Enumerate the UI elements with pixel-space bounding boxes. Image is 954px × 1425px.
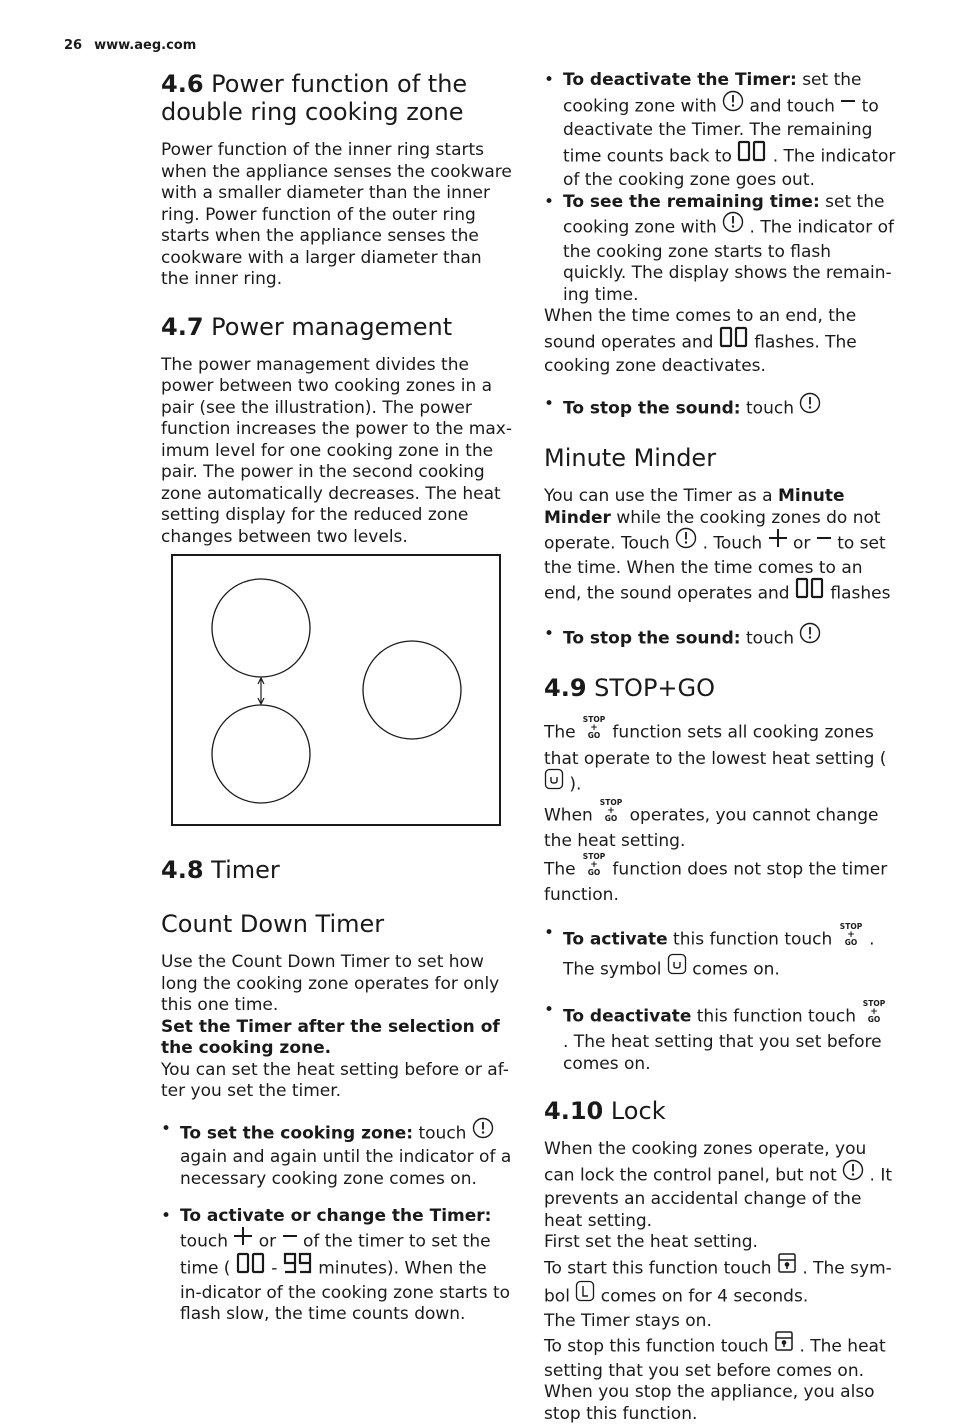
svg-text:GO: GO xyxy=(844,937,857,947)
count-down-note: You can set the heat setting before or af-ter you set the timer. xyxy=(161,1059,509,1101)
page-header xyxy=(64,38,196,53)
stop-go-desc-1: The STOP + GO function sets all cooking zones that operate to the lowest heat setting ( ). xyxy=(544,716,896,799)
svg-text:STOP: STOP xyxy=(582,851,606,861)
stop-go-icon xyxy=(581,851,607,884)
section-4-7-heading: 4.7 Power management xyxy=(161,312,453,341)
cooktop-illustration xyxy=(173,556,499,824)
page-number: 26 xyxy=(64,38,83,53)
timer-icon xyxy=(842,1159,864,1188)
stop-sound-list xyxy=(544,394,896,423)
section-4-6-heading: 4.6 Power function of the double ring cooking zone xyxy=(161,70,468,126)
svg-text:+: + xyxy=(607,805,616,816)
step-stop-sound: • To stop the sound: touch xyxy=(544,394,896,423)
timer-icon xyxy=(722,90,744,119)
cooking-zone-bottom-left xyxy=(212,705,310,803)
website-url: www.aeg.com xyxy=(94,38,197,53)
stop-go-icon xyxy=(581,714,607,747)
minute-minder-stop-list xyxy=(544,624,896,653)
lock-button-icon xyxy=(777,1252,797,1281)
stop-go-desc-3: The STOP + GO function does not stop the timer function. xyxy=(544,851,888,905)
display-99-icon xyxy=(283,1252,313,1281)
minus-icon xyxy=(816,528,832,555)
plus-icon xyxy=(768,528,788,555)
minus-icon xyxy=(840,91,856,118)
plus-icon xyxy=(233,1226,253,1253)
svg-text:STOP: STOP xyxy=(863,998,886,1008)
step-deactivate-timer: • To deactivate the Timer: set the cooking zone with and touch to deactivate the Timer. The remaining time counts back to . The indicator of the cooking zone goes out. xyxy=(544,70,896,192)
lock-desc-6: When you stop the appliance, you also stop this function. xyxy=(544,1382,875,1424)
stop-go-icon xyxy=(598,797,624,830)
stop-go-desc-2: When STOP + GO operates, you cannot change the heat setting. xyxy=(544,797,879,851)
timer-icon xyxy=(799,622,821,651)
display-00-icon xyxy=(236,1252,266,1281)
lock-desc-2: First set the heat setting. xyxy=(544,1232,758,1252)
minute-minder-heading: Minute Minder xyxy=(544,444,717,472)
low-heat-symbol-icon xyxy=(667,953,687,982)
svg-text:+: + xyxy=(870,1006,879,1017)
stop-go-steps xyxy=(544,923,896,1076)
stop-go-icon xyxy=(861,998,887,1031)
timer-steps-list-continued xyxy=(544,70,896,306)
svg-text:+: + xyxy=(846,929,855,940)
svg-text:GO: GO xyxy=(868,1014,881,1024)
stop-go-deactivate: • To deactivate this function touch STOP + GO . The heat setting that you set before comes on. xyxy=(544,1000,896,1076)
svg-text:GO: GO xyxy=(587,867,601,877)
step-see-remaining-time: • To see the remaining time: set the cooking zone with . The indicator of the cooking zone starts to flash quickly. The display shows the remain-ing time. xyxy=(544,192,896,307)
lock-button-icon xyxy=(774,1330,794,1359)
svg-text:STOP: STOP xyxy=(839,921,862,931)
section-4-8-heading: 4.8 Timer xyxy=(161,856,280,884)
svg-text:GO: GO xyxy=(604,813,618,823)
timer-icon xyxy=(472,1117,494,1146)
svg-text:STOP: STOP xyxy=(600,797,623,807)
display-00-icon xyxy=(795,577,825,606)
svg-text:STOP: STOP xyxy=(582,715,606,724)
power-management-diagram xyxy=(171,554,501,826)
step-activate-timer: • To activate or change the Timer: touch or of the timer to set the time ( - minutes). When the in-dicator of the cooking zone starts to flash slow, the time counts down. xyxy=(161,1206,513,1326)
timer-icon xyxy=(799,392,821,421)
timer-steps-list xyxy=(161,1119,513,1326)
lock-desc-5: To stop this function touch . The heat setting that you set before comes on. xyxy=(544,1332,896,1382)
count-down-intro: Use the Count Down Timer to set how long the cooking zone operates for only this one time. xyxy=(161,952,500,1015)
lock-desc-4: The Timer stays on. xyxy=(544,1310,712,1331)
lock-desc-1: When the cooking zones operate, you can lock the control panel, but not . It prevents an accidental change of the heat setting. xyxy=(544,1139,893,1231)
cooking-zone-top-left xyxy=(212,579,310,677)
count-down-bold-instruction: Set the Timer after the selection of the cooking zone. xyxy=(161,1016,500,1058)
cooking-zone-right xyxy=(363,641,461,739)
svg-text:+: + xyxy=(590,723,598,733)
timer-icon xyxy=(675,527,697,556)
section-4-7-body: The power management divides the power between two cooking zones in a pair (see the illustration). The power function increases the power to the max-imum level for one cooking zone in the pair. The power in the second cooking zone automatically decreases. The heat setting display for the reduced zone changes between two levels. xyxy=(161,354,512,547)
svg-text:+: + xyxy=(590,859,598,870)
stop-go-activate: • To activate this function touch STOP + GO . The symbol comes on. xyxy=(544,923,896,984)
display-00-icon xyxy=(719,326,749,355)
left-column xyxy=(161,70,513,1326)
step-set-cooking-zone: • To set the cooking zone: touch again and again until the indicator of a necessary cooking zone comes on. xyxy=(161,1119,513,1191)
power-sharing-arrow xyxy=(258,678,264,704)
section-4-9-heading: 4.9 STOP+GO xyxy=(544,674,716,702)
minus-icon xyxy=(282,1226,298,1253)
lock-desc-3: To start this function touch . The sym-bol comes on for 4 seconds. xyxy=(544,1254,896,1311)
minute-stop-sound: • To stop the sound: touch xyxy=(544,624,896,653)
count-down-timer-heading: Count Down Timer xyxy=(161,910,385,938)
stop-go-icon xyxy=(838,921,864,954)
lock-symbol-icon xyxy=(575,1280,595,1309)
section-4-10-heading: 4.10 Lock xyxy=(544,1097,666,1125)
svg-text:GO: GO xyxy=(587,731,601,740)
timer-end-text: When the time comes to an end, the sound operates and flashes. The cooking zone deactivates. xyxy=(544,306,857,376)
low-heat-symbol-icon xyxy=(544,768,564,797)
minute-minder-body: You can use the Timer as a Minute Minder while the cooking zones do not operate. Touch . Touch or to set the time. When the time comes to an end, the sound operates and flashes xyxy=(544,486,896,608)
section-4-6-body: Power function of the inner ring starts when the appliance senses the cookware with a smaller diameter than the inner ring. Power function of the outer ring starts when the appliance senses the cookware with a larger diameter than the inner ring. xyxy=(161,140,512,289)
timer-icon xyxy=(722,211,744,240)
right-column xyxy=(544,70,896,1425)
display-00-icon xyxy=(737,140,767,169)
